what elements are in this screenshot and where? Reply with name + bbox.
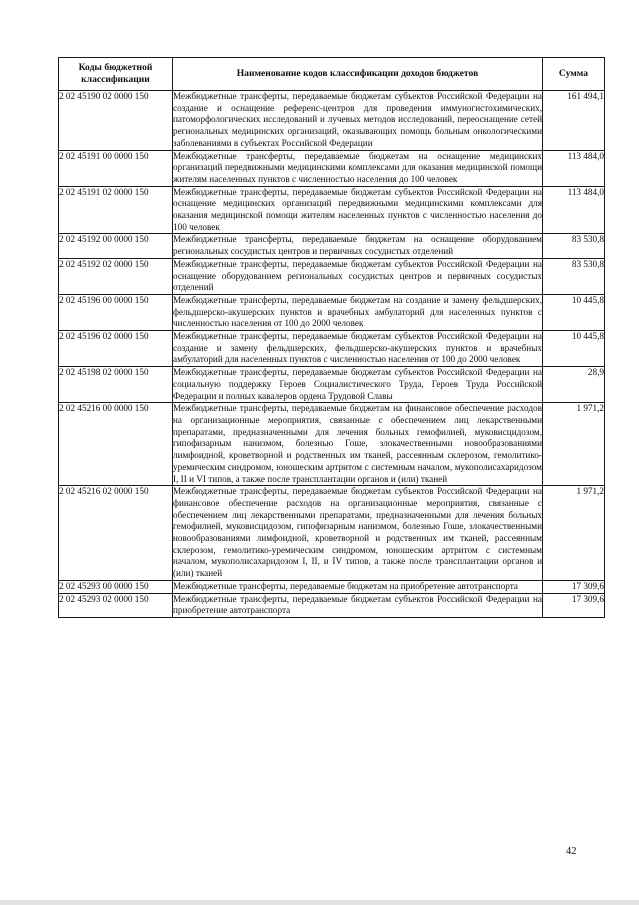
- cell-name: Межбюджетные трансферты, передаваемые бюджетам субъектов Российской Федерации на создание и замену фельдшерских, фельдшерско-акушерских пунктов и врачебных амбулаторий для населенных пунктов с численностью населения от 100 до 2000 человек: [173, 331, 543, 367]
- cell-name: Межбюджетные трансферты, передаваемые бюджетам субъектов Российской Федерации на приобретение автотранспорта: [173, 593, 543, 617]
- cell-code: 2 02 45196 02 0000 150: [59, 331, 173, 367]
- cell-sum: 161 494,1: [543, 91, 605, 151]
- cell-sum: 17 309,6: [543, 593, 605, 617]
- header-name-label: Наименование кодов классификации доходов бюджетов: [236, 68, 479, 79]
- cell-name: Межбюджетные трансферты, передаваемые бюджетам на оснащение оборудованием региональных сосудистых центров и первичных сосудистых отделений: [173, 234, 543, 258]
- cell-sum: 10 445,8: [543, 294, 605, 330]
- cell-name: Межбюджетные трансферты, передаваемые бюджетам субъектов Российской Федерации на оснащение медицинских организаций передвижными медицинскими комплексами для оказания медицинской помощи жителям населенных пунктов с численностью населения до 100 человек: [173, 186, 543, 234]
- header-sum-label: Сумма: [558, 68, 589, 79]
- cell-name: Межбюджетные трансферты, передаваемые бюджетам на создание и замену фельдшерских, фельдшерско-акушерских пунктов и врачебных амбулаторий для населенных пунктов с численностью населения от 100 до 2000 человек: [173, 294, 543, 330]
- cell-code: 2 02 45293 00 0000 150: [59, 580, 173, 593]
- cell-sum: 1 971,2: [543, 486, 605, 581]
- cell-code: 2 02 45216 00 0000 150: [59, 403, 173, 486]
- table-row: [59, 258, 605, 294]
- cell-name: Межбюджетные трансферты, передаваемые бюджетам субъектов Российской Федерации на социальную поддержку Героев Социалистического Труда, Героев Труда Российской Федерации и полных кавалеров ордена Трудовой Славы: [173, 367, 543, 403]
- cell-name: Межбюджетные трансферты, передаваемые бюджетам на финансовое обеспечение расходов на организационные мероприятия, связанные с обеспечением лиц лекарственными препаратами, предназначенными для лечения больных гемофилией, муковисцидозом, гипофизарным нанизмом, болезнью Гоше, злокачественными новообразованиями лимфоидной, кроветворной и родственных им тканей, рассеянным склерозом, гемолитико-уремическим синдромом, юношеским артритом с системным началом, мукополисахаридозом I, II и VI типов, а также после трансплантации органов и (или) тканей: [173, 403, 543, 486]
- table-row: [59, 486, 605, 581]
- table-header-row: [59, 58, 605, 91]
- cell-code: 2 02 45216 02 0000 150: [59, 486, 173, 581]
- cell-sum: 113 484,0: [543, 186, 605, 234]
- cell-sum: 83 530,8: [543, 258, 605, 294]
- page-number: 42: [566, 846, 577, 857]
- table-row: [59, 294, 605, 330]
- header-codes: [59, 58, 173, 91]
- cell-sum: 10 445,8: [543, 331, 605, 367]
- table-row: [59, 331, 605, 367]
- cell-sum: 113 484,0: [543, 150, 605, 186]
- table-row: [59, 186, 605, 234]
- revenue-classification-table: [58, 57, 605, 618]
- table-row: [59, 580, 605, 593]
- cell-code: 2 02 45191 02 0000 150: [59, 186, 173, 234]
- cell-name: Межбюджетные трансферты, передаваемые бюджетам на приобретение автотранспорта: [173, 580, 543, 593]
- table-row: [59, 91, 605, 151]
- cell-code: 2 02 45190 02 0000 150: [59, 91, 173, 151]
- header-sum: [543, 58, 605, 91]
- header-codes-label: Коды бюджетной классификации: [78, 62, 153, 85]
- cell-name: Межбюджетные трансферты, передаваемые бюджетам субъектов Российской Федерации на финансовое обеспечение расходов на организационные мероприятия, связанные с обеспечением лиц лекарственными препаратами, предназначенными для лечения больных гемофилией, муковисцидозом, гипофизарным нанизмом, болезнью Гоше, злокачественными новообразованиями лимфоидной, кроветворной и родственных им тканей, рассеянным склерозом, гемолитико-уремическим синдромом, юношеским артритом с системным началом, мукополисахаридозом I, II, и IV типов, а также после трансплантации органов и (или) тканей: [173, 486, 543, 581]
- cell-code: 2 02 45196 00 0000 150: [59, 294, 173, 330]
- table-row: [59, 367, 605, 403]
- cell-code: 2 02 45192 02 0000 150: [59, 258, 173, 294]
- cell-code: 2 02 45191 00 0000 150: [59, 150, 173, 186]
- scan-bottom-edge: [0, 900, 639, 905]
- cell-sum: 83 530,8: [543, 234, 605, 258]
- cell-name: Межбюджетные трансферты, передаваемые бюджетам на оснащение медицинских организаций передвижными медицинскими комплексами для оказания медицинской помощи жителям населенных пунктов с численностью населения до 100 человек: [173, 150, 543, 186]
- cell-sum: 1 971,2: [543, 403, 605, 486]
- header-name: [173, 58, 543, 91]
- cell-code: 2 02 45192 00 0000 150: [59, 234, 173, 258]
- cell-code: 2 02 45198 02 0000 150: [59, 367, 173, 403]
- cell-code: 2 02 45293 02 0000 150: [59, 593, 173, 617]
- cell-sum: 17 309,6: [543, 580, 605, 593]
- table-row: [59, 403, 605, 486]
- table-row: [59, 150, 605, 186]
- cell-name: Межбюджетные трансферты, передаваемые бюджетам субъектов Российской Федерации на оснащение оборудованием региональных сосудистых центров и первичных сосудистых отделений: [173, 258, 543, 294]
- cell-sum: 28,9: [543, 367, 605, 403]
- table-row: [59, 234, 605, 258]
- table-row: [59, 593, 605, 617]
- cell-name: Межбюджетные трансферты, передаваемые бюджетам субъектов Российской Федерации на создание и оснащение референс-центров для проведения иммуногистохимических, патоморфологических исследований и лучевых методов исследований, переоснащение сетей региональных медицинских организаций, оказывающих помощь больным онкологическими заболеваниями в субъектах Российской Федерации: [173, 91, 543, 151]
